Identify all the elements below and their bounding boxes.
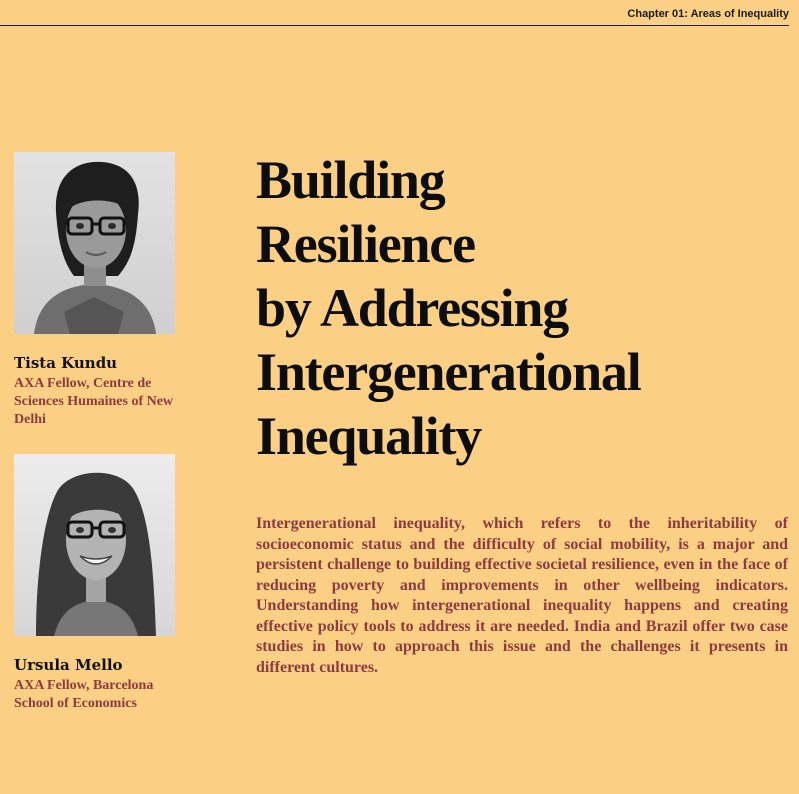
header-rule: [0, 25, 789, 26]
article-title: [256, 148, 786, 468]
author-photo-tista-kundu: [14, 152, 175, 334]
chapter-header: Chapter 01: Areas of Inequality: [627, 8, 789, 20]
author-affiliation: AXA Fellow, Barcelona School of Economics: [14, 678, 154, 711]
author-photo-ursula-mello: [14, 454, 175, 636]
title-line: Building: [256, 150, 445, 210]
title-line: Resilience: [256, 214, 475, 274]
article-abstract: Intergenerational inequality, which refers to the inheritability of socioeconomic status and the difficulty of social mobility, is a major and persistent challenge to building effective societal resilience, even in the face of reducing poverty and improvements in other wellbeing indicators. Understanding how intergenerational inequality happens and creating effective policy tools to address it are needed. India and Brazil offer two case studies in how to approach this issue and the challenges it presents in different cultures.: [256, 515, 788, 676]
author-block-2: [14, 656, 214, 713]
title-line: by Addressing: [256, 278, 569, 338]
author-block-1: [14, 354, 214, 429]
author-name: Ursula Mello: [14, 656, 123, 674]
author-name: Tista Kundu: [14, 354, 118, 372]
title-line: Inequality: [256, 406, 482, 466]
author-affiliation: AXA Fellow, Centre de Sciences Humaines of New Delhi: [14, 376, 174, 427]
title-line: Intergenerational: [256, 342, 641, 402]
